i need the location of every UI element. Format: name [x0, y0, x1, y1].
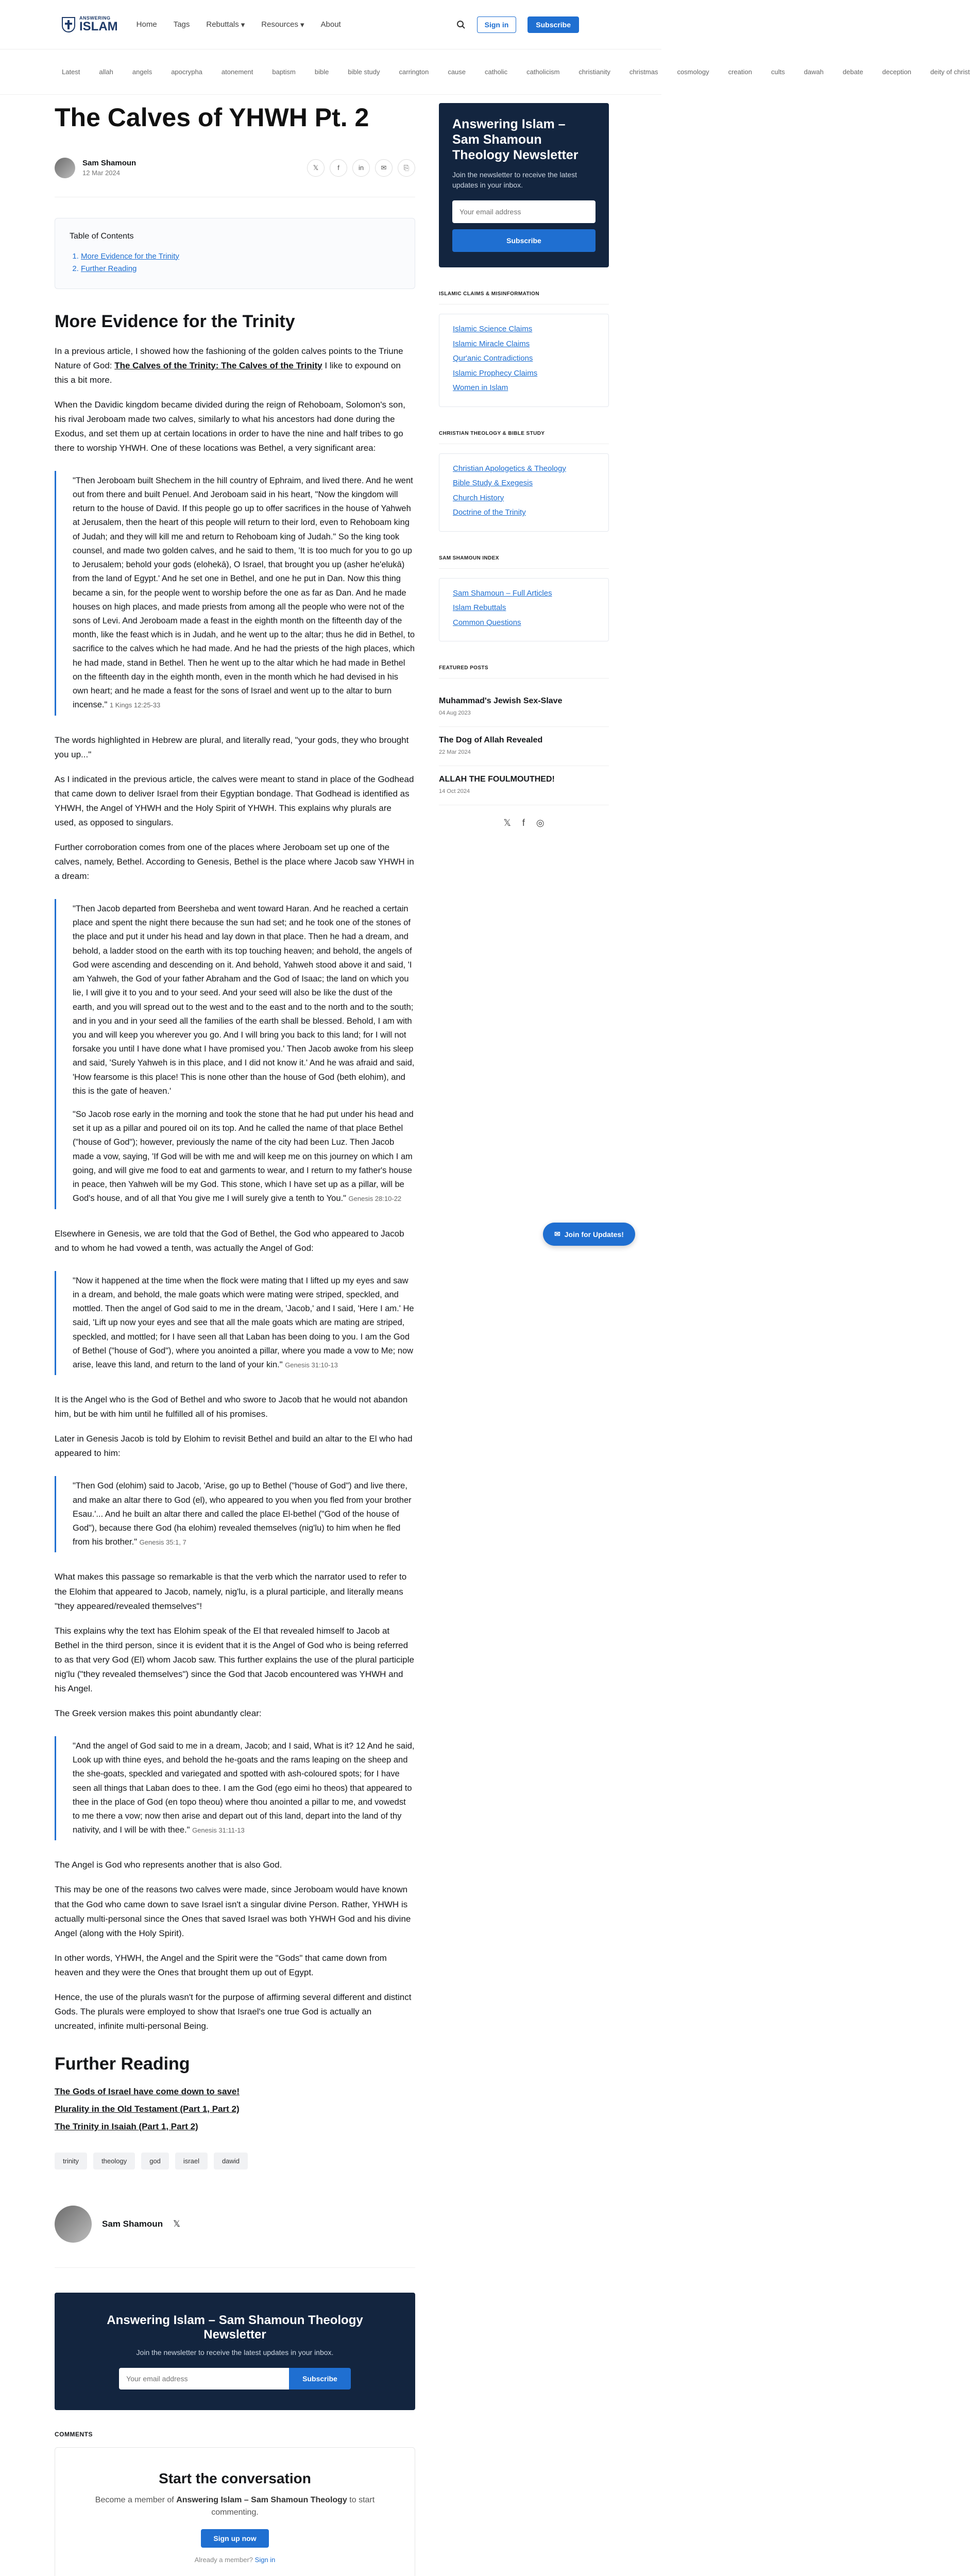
search-icon[interactable] — [456, 20, 466, 29]
further-reading-link[interactable]: Plurality in the Old Testament (Part 1, Part 2) — [55, 2104, 240, 2114]
sidebar-newsletter-title: Answering Islam – Sam Shamoun Theology Newsletter — [452, 117, 578, 162]
sidebar-email-field[interactable] — [452, 200, 595, 223]
newsletter-subscribe-button[interactable]: Subscribe — [289, 2368, 351, 2389]
sidebar-link[interactable]: Christian Apologetics & Theology — [453, 464, 566, 473]
comments-section — [55, 2431, 415, 2576]
chevron-down-icon: ▾ — [300, 20, 304, 29]
tagbar-item[interactable]: angels — [132, 68, 152, 76]
paragraph — [55, 344, 415, 387]
sidebar-section-label: FEATURED POSTS — [439, 665, 609, 679]
nav-resources-label: Resources — [261, 20, 298, 29]
toc-title: Table of Contents — [70, 231, 134, 241]
sidebar-link[interactable]: Islamic Miracle Claims — [453, 339, 530, 348]
featured-post-title: ALLAH THE FOULMOUTHED! — [439, 774, 555, 784]
tag-bar — [0, 49, 970, 95]
further-reading-link[interactable]: The Trinity in Isaiah (Part 1, Part 2) — [55, 2121, 198, 2131]
blockquote — [55, 899, 415, 1209]
toc-item — [81, 263, 400, 275]
blockquote — [55, 1476, 415, 1552]
copy-link-icon[interactable]: ⎘ — [398, 159, 415, 177]
logo-top-text: ANSWERING — [79, 15, 111, 21]
blockquote — [55, 1736, 415, 1841]
join-updates-button[interactable] — [543, 1223, 635, 1246]
featured-post-title: Muhammad's Jewish Sex-Slave — [439, 697, 563, 706]
featured-post-date: 22 Mar 2024 — [439, 749, 471, 755]
signin-button[interactable]: Sign in — [477, 16, 517, 33]
main-nav — [137, 20, 341, 29]
paragraph: Elsewhere in Genesis, we are told that the God of Bethel, the God who appeared to Jacob and to whom he had vowed a tenth, was actually the Angel of God: — [55, 1228, 404, 1253]
site-name: Answering Islam – Sam Shamoun Theology — [176, 2495, 347, 2504]
quote-text: "So Jacob rose early in the morning and took the stone that he had put under his head and set it up as a pillar and poured oil on its top. And he called the name of that place Bethel ("house of God"); however, previously the name of the city had been Luz. Then Jacob made a vow, saying, 'If God will be with me and will keep me on this journey on which I am going, and will give me food to eat and garments to wear, and I return to my father's house in peace, then Yahweh will be my God. This stone, which I have set up as a pillar, will be God's house, and of all that You give me I will surely give a tenth to You." — [73, 1110, 414, 1204]
featured-post[interactable] — [439, 766, 609, 805]
tag-pill[interactable]: god — [141, 2153, 169, 2170]
site-header — [0, 0, 661, 49]
comments-text: Become a member of — [95, 2495, 177, 2504]
newsletter-box — [55, 2293, 415, 2410]
sidebar-newsletter — [439, 103, 609, 267]
further-reading-item — [55, 2104, 415, 2114]
paragraph: This may be one of the reasons two calves were made, since Jeroboam would have known that the God who came down to save Israel isn't a singular divine Person. Rather, YHWH is actually multi-personal since the Ones that saved Israel was both YHWH God and his divine Angel (along with the Holy Spirit). — [55, 1885, 411, 1938]
x-icon[interactable]: 𝕏 — [503, 817, 511, 828]
comments-cta — [55, 2447, 415, 2576]
quote-reference: 1 Kings 12:25-33 — [109, 701, 161, 709]
tagbar-item[interactable]: Latest — [62, 68, 80, 76]
sidebar-link[interactable]: Common Questions — [453, 618, 521, 627]
sidebar-newsletter-subtitle: Join the newsletter to receive the latest updates in your inbox. — [452, 171, 577, 189]
share-buttons — [307, 159, 415, 177]
paragraph: When the Davidic kingdom became divided during the reign of Rehoboam, Solomon's son, his rival Jeroboam made two calves, similarly to what his ancestors had done during the Exodus, and set them up at certain locations in order to have the nine and half tribes to go there to worship YHWH. One of these locations was Bethel, a very significant area: — [55, 399, 405, 453]
sidebar-section-theology — [439, 431, 609, 532]
avatar[interactable] — [55, 2206, 92, 2243]
sidebar-section-label: CHRISTIAN THEOLOGY & BIBLE STUDY — [439, 431, 609, 444]
sidebar-section-label: ISLAMIC CLAIMS & MISINFORMATION — [439, 291, 609, 304]
tagbar-item[interactable]: dawah — [804, 68, 824, 76]
instagram-icon[interactable]: ◎ — [536, 817, 544, 828]
tag-pill[interactable]: israel — [175, 2153, 208, 2170]
nav-resources[interactable] — [261, 20, 304, 29]
sidebar-featured-posts — [439, 665, 609, 828]
sidebar-link[interactable]: Islam Rebuttals — [453, 603, 506, 613]
logo-bottom-text: ISLAM — [79, 20, 118, 33]
further-reading-heading: Further Reading — [55, 2054, 190, 2074]
sidebar-link[interactable]: Church History — [453, 493, 504, 502]
quote-text: "Now it happened at the time when the flock were mating that I lifted up my eyes and saw in a dream, and behold, the male goats which were mating were striped, speckled, and mottled. Then the angel of God said to me in the dream, 'Jacob,' and I said, 'Here I am.' He said, 'Lift up now your eyes and see that all the male goats which are mating are striped, speckled, and mottled; for I have seen all that Laban has been doing to you. I am the God of Bethel ("house of God"), where you anointed a pillar, where you made a vow to Me; now arise, leave this land, and return to the land of your kin." — [73, 1276, 414, 1369]
quote-text: "Then God (elohim) said to Jacob, 'Arise, go up to Bethel ("house of God") and live there, and make an altar there to God (el), who appeared to you when you fled from your brother Esau.'... And he built an altar there and called the place El-bethel ("God of the house of God"), because there God (ha elohim) revealed themselves (nig'lu) to him when he fled from his brother." — [73, 1481, 412, 1547]
tagbar-item[interactable]: deception — [882, 68, 912, 76]
paragraph: The Angel is God who represents another that is also God. — [55, 1860, 282, 1870]
tagbar-item[interactable]: creation — [728, 68, 752, 76]
tag-pill[interactable]: theology — [93, 2153, 135, 2170]
tagbar-item[interactable]: catholic — [485, 68, 508, 76]
sidebar-section-index — [439, 555, 609, 642]
featured-post-date: 04 Aug 2023 — [439, 709, 471, 716]
avatar[interactable] — [55, 158, 75, 178]
sidebar — [439, 103, 609, 828]
tagbar-item[interactable]: christianity — [578, 68, 610, 76]
tagbar-item[interactable]: carrington — [399, 68, 429, 76]
further-reading-item — [55, 2087, 415, 2097]
quote-text: "Then Jacob departed from Beersheba and went toward Haran. And he reached a certain place and spent the night there because the sun had set; and he took one of the stones of the place and put it under his head and lay down in that place. Then he had a dream, and behold, a ladder stood on the earth with its top touching heaven; and behold, the angels of God were ascending and descending on it. And behold, Yahweh stood above it and said, 'I am Yahweh, the God of your father Abraham and the God of Isaac; the land on which you lie, I will give it to you and to your seed. And your seed will also be like the dust of the earth, and you will spread out to the west and to the east and to the north and to the south; and in you and in your seed all the families of the earth shall be blessed. Behold, I am with you and will keep you wherever you go. And I will bring you back to this land; for I will not forsake you until I have done what I have promised you.' Then Jacob awoke from his sleep and said, 'Surely Yahweh is in this place, and I did not know it.' And he was afraid and said, 'How fearsome is this place! This is none other than the house of God (beth elohim), and this is the gate of heaven.' — [73, 904, 415, 1096]
sidebar-section-islamic-claims — [439, 291, 609, 407]
quote-text: "And the angel of God said to me in a dream, Jacob; and I said, What is it? 12 And he said, Look up with thine eyes, and behold the he-goats and the rams leaping on the sheep and the she-goats, speckled and variegated and spotted with ash-coloured spots; for I have seen all things that Laban does to thee. I am the God (ego eimi ho theos) that appeared to thee in the place of God (en topo theou) where thou anointed a pillar to me, and vowedst to me there a vow; now then arise and depart out of this land, depart into the land of thy nativity, and I will be with thee." — [73, 1741, 415, 1835]
publish-date: 12 Mar 2024 — [82, 169, 120, 177]
share-facebook-icon[interactable]: f — [330, 159, 347, 177]
tag-pill[interactable]: dawid — [214, 2153, 248, 2170]
paragraph: Hence, the use of the plurals wasn't for the purpose of affirming several different and distinct Gods. The plurals were employed to show that Israel's one true God is actually an uncreated, infinite multi-personal Being. — [55, 1992, 412, 2031]
toc-item — [81, 250, 400, 263]
featured-post-title: The Dog of Allah Revealed — [439, 735, 543, 744]
tagbar-item[interactable]: bible — [314, 68, 329, 76]
paragraph: This explains why the text has Elohim speak of the El that revealed himself to Jacob at Bethel in the third person, since it is evident that it is the Angel of God who is being referred to as that very God (El) whom Jacob saw. This further explains the use of the plural participle nig'lu ("they revealed themselves") since the God that Jacob encountered was YHWH and his Angel. — [55, 1625, 414, 1693]
toc-link[interactable]: More Evidence for the Trinity — [81, 251, 179, 261]
share-linkedin-icon[interactable]: in — [352, 159, 370, 177]
tagbar-item[interactable]: christmas — [629, 68, 658, 76]
tagbar-item[interactable]: apocrypha — [171, 68, 202, 76]
quote-text: "Then Jeroboam built Shechem in the hill country of Ephraim, and lived there. And he went out from there and built Penuel. And Jeroboam said in his heart, "Now the kingdom will return to the house of David. If this people go up to offer sacrifices in the house of Yahweh at Jerusalem, then the heart of this people will return to their lord, even to Rehoboam king of Judah; and they will kill me and return to Rehoboam king of Judah." So the king took counsel, and made two golden calves, and he said to them, 'It is too much for you to go up to Jerusalem; behold your gods (elohekā), O Israel, that brought you up (asher he'elukā) from the land of Egypt.' And he set one in Bethel, and one he put in Dan. Now this thing became a sin, for the people went to worship before the one as far as Dan. And he made houses on high places, and made priests from among all the people who were not of the sons of Levi. And Jeroboam made a feast in the eighth month on the fifteenth day of the month, like the feast which is in Judah, and he went up to the altar; thus he did in Bethel, to sacrifice to the calves which he had made. And he had the priests of the high places, which he had made, stand in Bethel. Then he went up to the altar which he had made in Bethel on the fifteenth day in the eighth month, even in the month which he had devised in his own heart; and he made a feast for the sons of Israel and went up to the altar to burn incense." — [73, 476, 415, 710]
subscribe-button[interactable]: Subscribe — [527, 16, 579, 33]
signup-button[interactable]: Sign up now — [201, 2529, 268, 2548]
tagbar-item[interactable]: atonement — [221, 68, 253, 76]
tagbar-item[interactable]: allah — [99, 68, 113, 76]
featured-post[interactable] — [439, 727, 609, 766]
tagbar-item[interactable]: bible study — [348, 68, 380, 76]
comments-text: to start commenting. — [211, 2495, 375, 2517]
facebook-icon[interactable]: f — [522, 817, 525, 828]
sidebar-section-label: SAM SHAMOUN INDEX — [439, 555, 609, 569]
paragraph: Further corroboration comes from one of the places where Jeroboam set up one of the calves, namely, Bethel. According to Genesis, Bethel is the place where Jacob saw YHWH in a dream: — [55, 842, 414, 881]
further-reading — [55, 2054, 415, 2132]
site-logo[interactable] — [62, 16, 118, 33]
newsletter-subtitle: Join the newsletter to receive the latest updates in your inbox. — [136, 2348, 334, 2357]
paragraph: The words highlighted in Hebrew are plural, and literally read, "your gods, they who brought you up..." — [55, 735, 409, 759]
sidebar-link[interactable]: Bible Study & Exegesis — [453, 479, 533, 488]
featured-post[interactable] — [439, 688, 609, 727]
tagbar-item[interactable]: cosmology — [677, 68, 709, 76]
sidebar-link[interactable]: Islamic Science Claims — [453, 325, 533, 334]
nav-about[interactable]: About — [320, 20, 341, 29]
tagbar-item[interactable]: cults — [771, 68, 785, 76]
author-box-name[interactable]: Sam Shamoun — [102, 2218, 163, 2229]
tagbar-item[interactable]: baptism — [272, 68, 296, 76]
quote-reference: Genesis 28:10-22 — [348, 1195, 402, 1203]
tagbar-item[interactable]: catholicism — [526, 68, 560, 76]
share-email-icon[interactable]: ✉ — [375, 159, 393, 177]
paragraph-text: In a previous article, I showed how the fashioning of the golden calves points to the Triune Nature of God: — [55, 346, 403, 370]
share-x-icon[interactable]: 𝕏 — [307, 159, 325, 177]
blockquote — [55, 1271, 415, 1376]
comments-title: Start the conversation — [159, 2470, 311, 2486]
section-heading: More Evidence for the Trinity — [55, 311, 295, 331]
tag-pill[interactable]: trinity — [55, 2153, 87, 2170]
sidebar-link[interactable]: Qur'anic Contradictions — [453, 354, 533, 363]
sidebar-link[interactable]: Doctrine of the Trinity — [453, 508, 526, 517]
further-reading-link[interactable]: The Gods of Israel have come down to save! — [55, 2086, 240, 2096]
author-name[interactable]: Sam Shamoun — [82, 159, 137, 167]
author-box — [55, 2194, 415, 2268]
social-links — [439, 818, 609, 828]
newsletter-title: Answering Islam – Sam Shamoun Theology Newsletter — [107, 2313, 363, 2342]
comments-label: COMMENTS — [55, 2430, 93, 2438]
nav-rebuttals-label: Rebuttals — [206, 20, 239, 29]
paragraph: It is the Angel who is the God of Bethel and who swore to Jacob that he would not abandon him, but be with him until he fulfilled all of his promises. — [55, 1395, 408, 1419]
join-updates-label: Join for Updates! — [564, 1230, 624, 1239]
further-reading-item — [55, 2122, 415, 2132]
shield-logo-icon — [62, 17, 75, 32]
article-main — [55, 103, 415, 2576]
quote-reference: Genesis 31:10-13 — [285, 1361, 338, 1369]
article-title: The Calves of YHWH Pt. 2 — [55, 103, 369, 132]
nav-tags[interactable]: Tags — [173, 20, 190, 29]
already-member-text: Already a member? — [194, 2555, 255, 2564]
paragraph: The Greek version makes this point abundantly clear: — [55, 1708, 262, 1718]
tagbar-item[interactable]: cause — [448, 68, 466, 76]
tagbar-item[interactable]: deity of christ — [930, 68, 970, 76]
nav-rebuttals[interactable] — [206, 20, 245, 29]
blockquote — [55, 471, 415, 716]
inline-link[interactable]: The Calves of the Trinity: The Calves of the Trinity — [114, 360, 322, 370]
paragraph: As I indicated in the previous article, the calves were meant to stand in place of the Godhead that came down to deliver Israel from their Egyptian bondage. That Godhead is identified as YHWH, the Angel of YHWH and the Holy Spirit of YHWH. This explains why plurals are used, as opposed to singulars. — [55, 774, 414, 827]
post-tags — [55, 2153, 415, 2170]
paragraph-text: I like to expound on this a bit more. — [55, 360, 401, 385]
paragraph: In other words, YHWH, the Angel and the Spirit were the "Gods" that came down from heaven and they were the Ones that brought them up out of Egypt. — [55, 1953, 387, 1977]
sidebar-link[interactable]: Women in Islam — [453, 383, 508, 393]
quote-reference: Genesis 35:1, 7 — [139, 1538, 186, 1547]
nav-home[interactable]: Home — [136, 20, 157, 29]
paragraph: Later in Genesis Jacob is told by Elohim to revisit Bethel and build an altar to the El who had appeared to him: — [55, 1434, 413, 1459]
x-icon[interactable]: 𝕏 — [173, 2218, 180, 2229]
sidebar-link[interactable]: Islamic Prophecy Claims — [453, 368, 538, 378]
sidebar-link[interactable]: Sam Shamoun – Full Articles — [453, 588, 552, 598]
email-field[interactable] — [119, 2368, 289, 2389]
quote-reference: Genesis 31:11-13 — [192, 1826, 245, 1835]
comments-signin-link[interactable]: Sign in — [254, 2555, 276, 2564]
toc-link[interactable]: Further Reading — [81, 264, 137, 273]
tagbar-item[interactable]: debate — [842, 68, 863, 76]
featured-post-date: 14 Oct 2024 — [439, 788, 470, 794]
sidebar-subscribe-button[interactable]: Subscribe — [452, 229, 595, 252]
chevron-down-icon: ▾ — [241, 20, 245, 29]
table-of-contents — [55, 218, 415, 289]
paragraph: What makes this passage so remarkable is that the verb which the narrator used to refer to the Elohim that appeared to Jacob, namely, nig'lu, is a plural participle, and literally means "they appeared/revealed themselves"! — [55, 1572, 407, 1611]
author-row — [55, 158, 415, 197]
article-body — [55, 312, 415, 2033]
mail-icon: ✉ — [554, 1230, 560, 1238]
